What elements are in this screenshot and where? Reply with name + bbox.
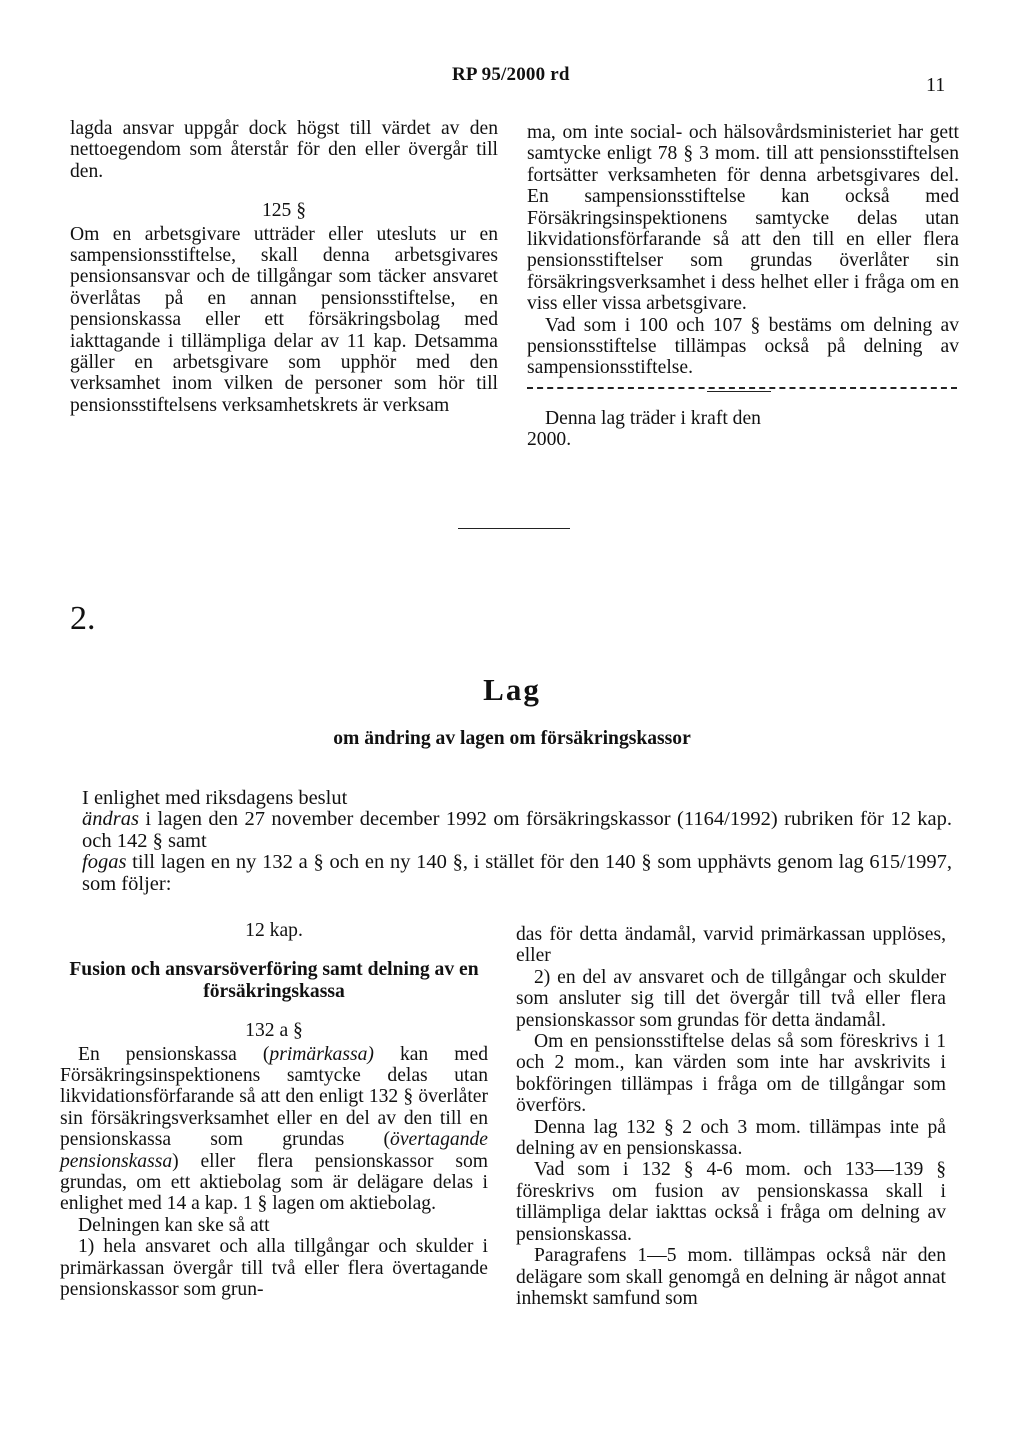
section-heading-132a: 132 a § — [245, 1020, 303, 1042]
text-run: En pensionskassa ( — [78, 1043, 270, 1065]
text-run: kan med Försäkringsinspektionens samtycke delas utan likvidationsförfarande så att den enligt 132 § överlåter sin försäkringsverksamhet eller en del av den till en pensionskassa som grundas ( — [60, 1043, 489, 1151]
paragraph: 1) hela ansvaret och alla tillgångar och skulder i primärkassan övergår till två eller flera övertagande pensionskassor som grun- — [60, 1236, 488, 1301]
addition-paragraph — [82, 852, 952, 895]
dashed-rule — [527, 387, 957, 389]
bottom-left-column — [60, 920, 488, 1301]
paragraph: Om en pensionsstiftelse delas så som föreskrivs i 1 och 2 mom., kan värden som inte har avskrivits i bokföringen tillämpas i fråga om de tillgångar som överförs. — [516, 1031, 946, 1117]
part-number: 2. — [70, 600, 96, 637]
paragraph: das för detta ändamål, varvid primärkassan upplöses, eller — [516, 924, 946, 967]
bottom-right-column — [516, 924, 946, 1309]
paragraph: lagda ansvar uppgår dock högst till värdet av den nettoegendom som återstår för den eller övergår till den. — [70, 118, 498, 182]
paragraph: ma, om inte social- och hälsovårdsministeriet har gett samtycke enligt 78 § 3 mom. till att pensionsstiftelsen fortsätter verksamheten för denna arbetsgivares del. En sampensionsstiftelse kan också med Försäkringsinspektionens samtycke delas utan likvidationsförfarande så att den till en eller flera pensionsstiftelser som grundas överlåter sin försäkringsverksamhet i dess helhet eller i fråga om en viss eller vissa arbetsgivare. — [527, 122, 959, 315]
paragraph: Denna lag 132 § 2 och 3 mom. tillämpas inte på delning av en pensionskassa. — [516, 1116, 946, 1160]
law-title: Lag — [483, 672, 541, 707]
add-verb: fogas — [82, 851, 127, 874]
add-text: till lagen en ny 132 a § och en ny 140 §, i stället för den 140 § som upphävts genom lag 615/1997, som följer: — [82, 851, 952, 895]
page-header-title: RP 95/2000 rd — [452, 64, 570, 85]
chapter-number: 12 kap. — [245, 920, 303, 941]
paragraph: Delningen kan ske så att — [78, 1214, 270, 1236]
amend-verb: ändras — [82, 808, 139, 831]
defined-term: primärkassa) — [269, 1043, 374, 1065]
entry-into-force-year: 2000. — [527, 429, 572, 451]
page-number: 11 — [926, 74, 946, 96]
text-run: ) eller flera pensionskassor som grundas, om ett aktiebolag som är delägare delas i enlighet med 14 a kap. 1 § lagen om aktiebolag. — [60, 1150, 488, 1215]
law-subtitle: om ändring av lagen om försäkringskassor — [333, 728, 691, 749]
paragraph — [60, 1044, 488, 1215]
amendment-paragraph — [82, 809, 952, 852]
section-heading-125: 125 § — [261, 200, 307, 222]
paragraph: 2) en del av ansvaret och de tillgångar och skulder som ansluter sig till det övergår till två eller flera pensionskassor som grundas för detta ändamål. — [516, 966, 946, 1031]
chapter-heading: Fusion och ansvarsöverföring samt delning av en försäkringskassa — [69, 959, 479, 1002]
paragraph: Vad som i 132 § 4-6 mom. och 133—139 § föreskrivs om fusion av pensionskassa skall i tillämpliga delar iakttas också i fråga om delning av pensionskassa. — [516, 1159, 946, 1245]
defined-term: övertagande pensionskassa — [60, 1129, 488, 1172]
paragraph: Paragrafens 1—5 mom. tillämpas också när den delägare som skall genomgå en delning är något annat inhemskt samfund som — [516, 1245, 946, 1309]
enactment-intro: I enlighet med riksdagens beslut — [82, 787, 348, 809]
amend-text: i lagen den 27 november december 1992 om försäkringskassor (1164/1992) rubriken för 12 kap. och 142 § samt — [82, 808, 952, 852]
short-rule — [707, 391, 771, 392]
entry-into-force: Denna lag träder i kraft den — [545, 407, 761, 429]
section-divider — [458, 528, 570, 529]
top-left-column — [70, 118, 498, 416]
paragraph: Om en arbetsgivare utträder eller utesluts ur en sampensionsstiftelse, skall denna arbetsgivares pensionsansvar och de tillgångar som täcker ansvaret överlåtas på en annan pensionsstiftelse, en pensionskassa eller ett försäkringsbolag med iakttagande i tillämpliga delar av 11 kap. Detsamma gäller en arbetsgivare som upphör med den verksamhet inom vilken de personer som hör till pensionsstiftelsens verksamhetskrets är verksam — [70, 223, 498, 416]
top-right-column — [527, 122, 959, 451]
enactment-clause — [82, 788, 952, 895]
paragraph: Vad som i 100 och 107 § bestäms om delning av pensionsstiftelse tillämpas också på delning av sampensionsstiftelse. — [527, 314, 959, 379]
